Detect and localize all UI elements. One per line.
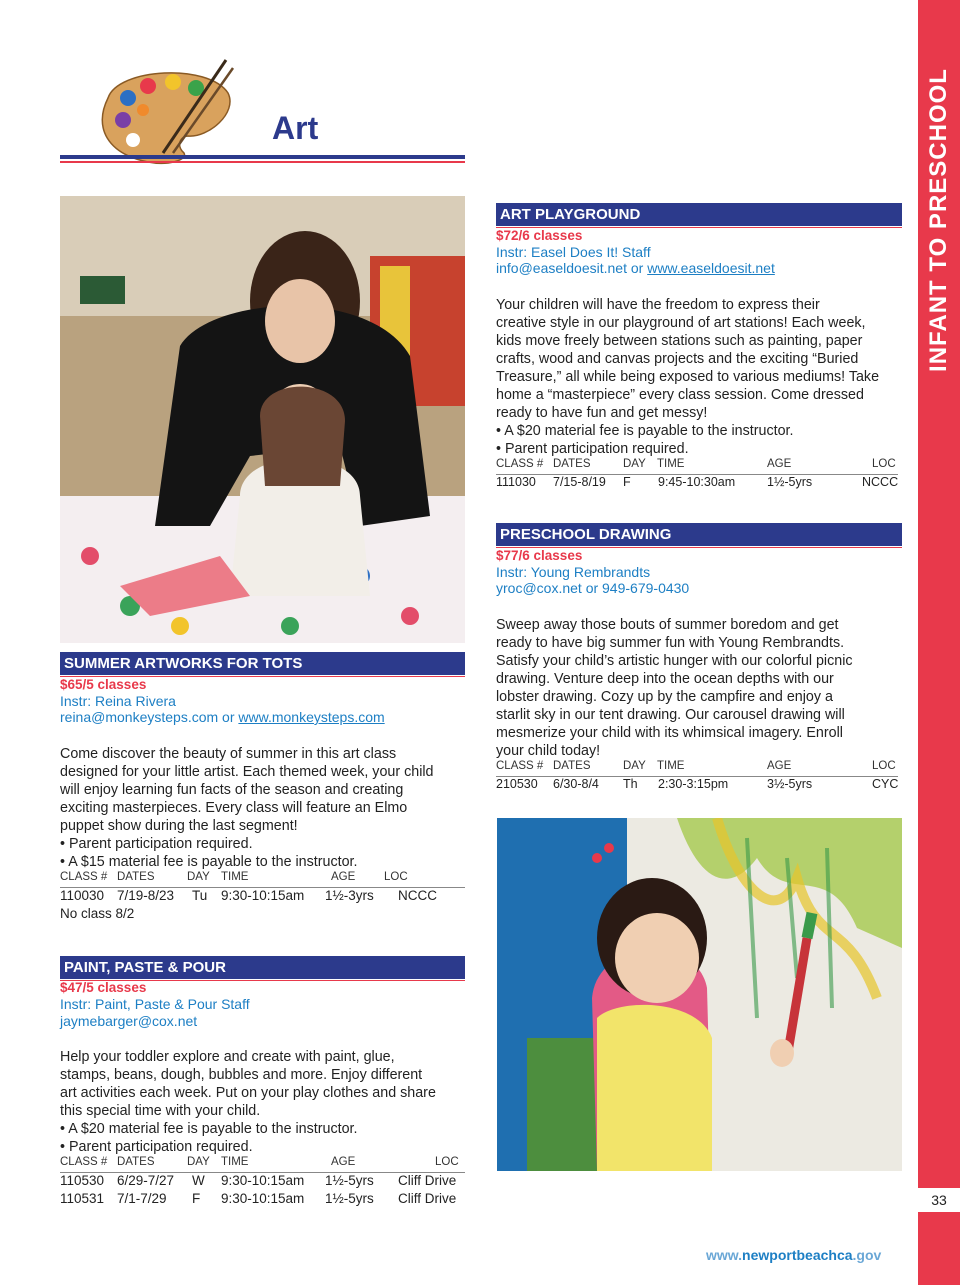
page-number: 33 [918,1188,960,1212]
class-price: $77/6 classes [496,548,583,563]
class-bullet: • Parent participation required. [60,836,253,852]
class-website-link[interactable]: www.easeldoesit.net [647,260,775,276]
schedule-row: 210530 6/30-8/4 Th 2:30-3:15pm 3½-5yrs CYC [496,777,899,791]
side-tab-label: INFANT TO PRESCHOOL [925,68,952,372]
photo-mother-daughter-art [60,196,465,643]
class-website-link[interactable]: www.monkeysteps.com [238,709,385,725]
schedule-row: 110530 6/29-7/27 W 9:30-10:15am 1½-5yrs Cliff Drive [60,1173,457,1188]
photo-child-painting [497,818,902,1171]
class-title-paint-paste-pour: PAINT, PASTE & POUR [60,956,465,979]
schedule-row: 110030 7/19-8/23 Tu 9:30-10:15am 1½-3yrs NCCC [60,888,437,903]
class-description: Help your toddler explore and create with paint, glue, stamps, beans, dough, bubbles and more. Enjoy different art activities each week. Put on your play clothes and share this special time with your child. • A $20 material fee is payable to the instructor. • Parent participation required. [60,1048,470,1156]
palette-icon [88,58,238,168]
class-description: Come discover the beauty of summer in this art class designed for your little artist. Each themed week, your child will enjoy learning fun facts of the season and creating exciting masterpieces. Every class will feature an Elmo puppet show during the last segment! • Parent participation required. • A $15 material fee is payable to the instructor. [60,745,470,871]
class-title-summer-artworks: SUMMER ARTWORKS FOR TOTS [60,652,465,675]
class-instructor: Instr: Easel Does It! Staff [496,244,651,260]
class-bullet: • A $20 material fee is payable to the instructor. [60,1121,358,1137]
class-title-art-playground: ART PLAYGROUND [496,203,902,226]
schedule-header: CLASS # DATES DAY TIME AGE LOC [60,1156,465,1173]
class-description: Your children will have the freedom to express their creative style in our playground of art stations! Each week, kids move freely between stations such as painting, paper crafts, wood and canvas projects and the exciting “Buried Treasure,” all while being exposed to various mediums! Take home a “masterpiece” every class session. Come dressed ready to have fun and get messy! • A $20 material fee is payable to the instructor. • Parent participation required. [496,296,911,458]
class-price: $47/5 classes [60,980,147,995]
class-description: Sweep away those bouts of summer boredom and get ready to have big summer fun with Young Rembrandts. Satisfy your child’s artistic hunger with our colorful picnic drawing. Venture deep into the ocean depths with our lobster drawing. Cozy up by the campfire and enjoy a starlit sky in our tent drawing. Our carousel drawing will mesmerize your child with its whimsical imagery. Enroll your child today! [496,617,853,759]
class-title-preschool-drawing: PRESCHOOL DRAWING [496,523,902,546]
class-contact[interactable]: yroc@cox.net or 949-679-0430 [496,580,690,596]
page-title: Art [272,110,319,146]
class-contact: info@easeldoesit.net or www.easeldoesit.net [496,260,775,276]
schedule-header: CLASS # DATES DAY TIME AGE LOC [496,760,898,777]
class-bullet: • A $15 material fee is payable to the instructor. [60,854,358,870]
schedule-header: CLASS # DATES DAY TIME AGE LOC [496,458,898,475]
header-rule [60,155,465,159]
class-instructor: Instr: Reina Rivera [60,693,176,709]
class-price: $65/5 classes [60,677,147,692]
schedule-header: CLASS # DATES DAY TIME AGE LOC [60,871,465,888]
header-rule-accent [60,161,465,163]
class-contact[interactable]: jaymebarger@cox.net [60,1013,198,1029]
class-bullet: • Parent participation required. [60,1139,253,1155]
class-contact: reina@monkeysteps.com or www.monkeysteps.com [60,709,385,725]
footer-website[interactable]: www.newportbeachca.gov [706,1247,882,1263]
class-price: $72/6 classes [496,228,583,243]
class-bullet: • Parent participation required. [496,441,689,457]
class-instructor: Instr: Paint, Paste & Pour Staff [60,996,250,1012]
class-instructor: Instr: Young Rembrandts [496,564,651,580]
schedule-row: 110531 7/1-7/29 F 9:30-10:15am 1½-5yrs Cliff Drive [60,1191,457,1206]
class-bullet: • A $20 material fee is payable to the instructor. [496,423,794,439]
schedule-row: 111030 7/15-8/19 F 9:45-10:30am 1½-5yrs NCCC [496,475,899,489]
schedule-note: No class 8/2 [60,906,135,921]
